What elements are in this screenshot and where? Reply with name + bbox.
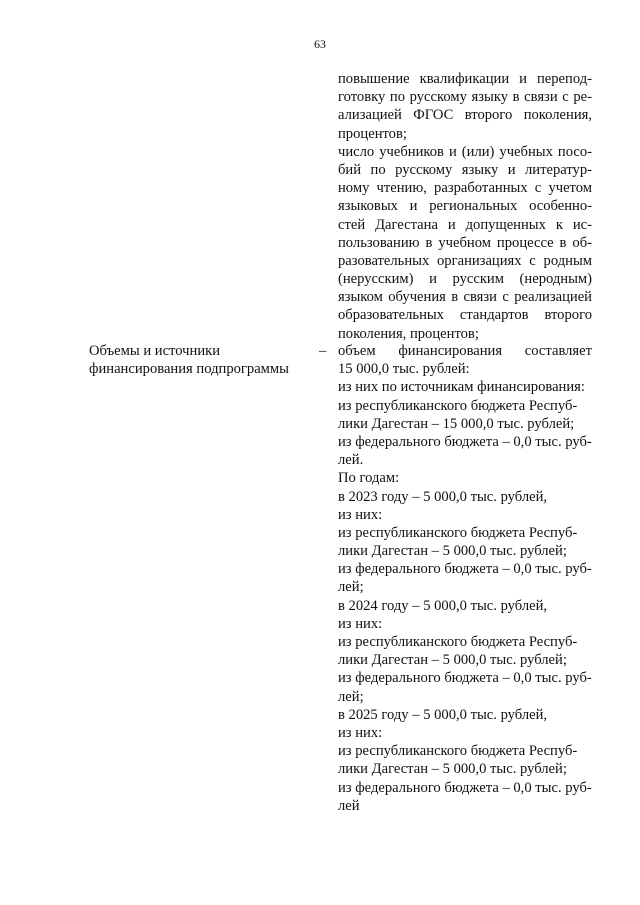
value-line: в 2024 году – 5 000,0 тыс. рублей,	[338, 597, 548, 614]
value-line: лики Дагестан – 5 000,0 тыс. рублей;	[338, 543, 567, 560]
value-line: из федерального бюджета – 0,0 тыс. руб-	[338, 433, 592, 450]
value-line: из республиканского бюджета Респуб-	[338, 634, 578, 650]
value-line: из федерального бюджета – 0,0 тыс. руб-	[338, 670, 592, 687]
text-line: число учебников и (или) учебных посо-	[338, 143, 592, 160]
text-line: разовательных организациях с родным	[338, 252, 592, 269]
text-line: процентов;	[338, 125, 407, 142]
text-line: ализацией ФГОС второго поколения,	[338, 107, 592, 124]
text-line: языковых и региональных особенно-	[338, 198, 592, 215]
value-line: из республиканского бюджета Респуб-	[338, 524, 578, 541]
value-line: из них:	[338, 615, 383, 632]
page-number: 63	[314, 37, 326, 51]
value-line: лики Дагестан – 5 000,0 тыс. рублей;	[338, 761, 567, 778]
value-line: лики Дагестан – 15 000,0 тыс. рублей;	[338, 415, 575, 432]
value-line: лей	[338, 797, 360, 814]
dash-separator: –	[319, 343, 327, 359]
value-line: в 2023 году – 5 000,0 тыс. рублей,	[338, 488, 548, 505]
value-line: По годам:	[338, 470, 400, 487]
label-line: финансирования подпрограммы	[89, 361, 289, 378]
text-line: ному чтению, разработанных с учетом	[338, 180, 592, 197]
text-line: готовку по русскому языку в связи с ре-	[338, 89, 592, 106]
value-line: в 2025 году – 5 000,0 тыс. рублей,	[338, 706, 548, 723]
value-line: лей;	[338, 688, 364, 705]
value-line: лей;	[338, 579, 364, 596]
value-line: из федерального бюджета – 0,0 тыс. руб-	[338, 561, 592, 578]
text-line: языком обучения в связи с реализацией	[338, 289, 592, 306]
text-line: бий по русскому языку и литератур-	[338, 161, 592, 178]
value-line: из них:	[338, 506, 383, 523]
section-value	[338, 342, 592, 815]
section-label	[89, 342, 319, 378]
value-line: объем финансирования составляет	[338, 343, 592, 359]
value-line: 15 000,0 тыс. рублей:	[338, 361, 470, 378]
text-line: (нерусским) и русским (неродным)	[338, 271, 592, 288]
text-line: повышение квалификации и перепод-	[338, 71, 592, 87]
text-line: пользованию в учебном процессе в об-	[338, 234, 592, 251]
value-line: лей.	[338, 452, 364, 469]
label-line: Объемы и источники	[89, 343, 221, 359]
value-line: из них по источникам финансирования:	[338, 379, 585, 396]
text-line: поколения, процентов;	[338, 325, 479, 342]
continuation-text	[338, 70, 592, 343]
value-line: лики Дагестан – 5 000,0 тыс. рублей;	[338, 652, 567, 669]
text-line: стей Дагестана и допущенных к ис-	[338, 216, 592, 233]
value-line: из республиканского бюджета Респуб-	[338, 743, 578, 760]
value-line: из них:	[338, 724, 383, 741]
text-line: образовательных стандартов второго	[338, 307, 592, 324]
value-line: из федерального бюджета – 0,0 тыс. руб-	[338, 779, 592, 796]
value-line: из республиканского бюджета Респуб-	[338, 397, 578, 414]
